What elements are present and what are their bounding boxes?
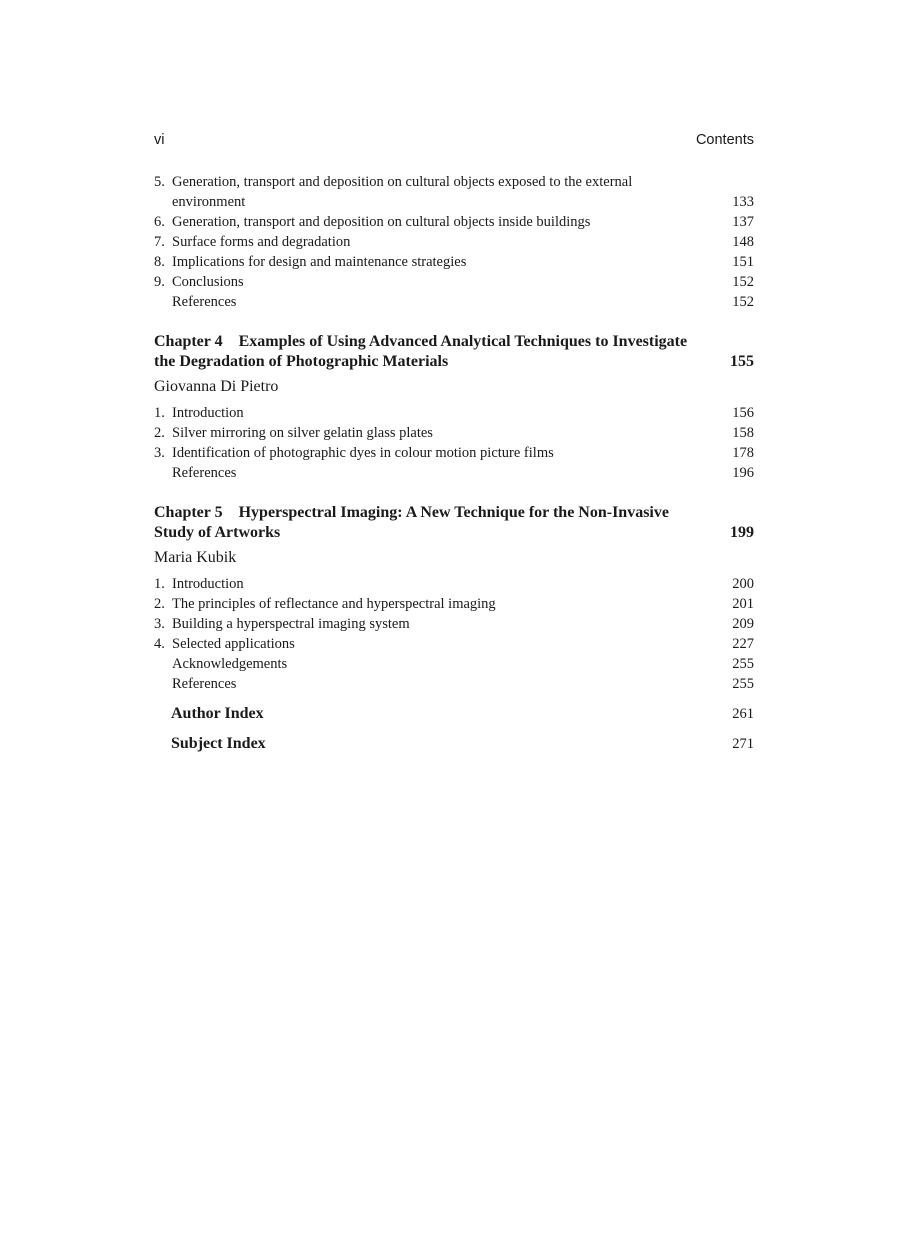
toc-entry [154, 443, 754, 463]
chapter-page: 155 [730, 353, 754, 370]
entry-number: 8. [154, 254, 165, 270]
chapter-title: Hyperspectral Imaging: A New Technique for the Non-Invasive Study of Artworks [154, 504, 669, 541]
entry-number: 9. [154, 274, 165, 290]
entry-title: References [172, 294, 237, 310]
toc-entry [154, 292, 754, 312]
entry-page: 255 [732, 676, 754, 692]
running-head [154, 132, 754, 152]
entry-page: 152 [732, 274, 754, 290]
toc-entry [154, 614, 754, 634]
continued-section [154, 172, 754, 312]
entry-title: Generation, transport and deposition on cultural objects inside buildings [172, 214, 591, 230]
entry-page: 148 [732, 234, 754, 250]
toc-entry [154, 423, 754, 443]
entry-title: Identification of photographic dyes in colour motion picture films [172, 445, 554, 461]
index-title: Subject Index [171, 735, 266, 752]
toc-entry [154, 674, 754, 694]
toc-entry [154, 252, 754, 272]
chapter-label: Chapter 5 [154, 504, 223, 521]
chapter-heading [154, 332, 754, 372]
chapter-title: Examples of Using Advanced Analytical Techniques to Investigate the Degradation of Photographic Materials [154, 333, 688, 370]
entry-number: 3. [154, 445, 165, 461]
entry-number: 5. [154, 174, 165, 190]
entry-title: Silver mirroring on silver gelatin glass plates [172, 425, 433, 441]
entry-title: Acknowledgements [172, 656, 288, 672]
toc-entry [154, 634, 754, 654]
running-title: Contents [695, 132, 754, 148]
entry-title: Conclusions [172, 274, 244, 290]
entry-page: 137 [732, 214, 754, 230]
entry-title: References [172, 676, 237, 692]
entry-title: Implications for design and maintenance strategies [172, 254, 467, 270]
entry-number: 6. [154, 214, 165, 230]
entry-page: 201 [732, 596, 754, 612]
entry-page: 227 [732, 636, 754, 652]
toc-entry [154, 212, 754, 232]
entry-page: 156 [732, 405, 754, 421]
entry-page: 209 [732, 616, 754, 632]
entry-title: References [172, 465, 237, 481]
entry-title: Selected applications [172, 636, 295, 652]
toc-entry [154, 463, 754, 483]
table-of-contents [154, 172, 754, 754]
entry-title: Introduction [172, 405, 244, 421]
entry-title: Generation, transport and deposition on cultural objects exposed to the external environment [172, 174, 633, 210]
chapter-heading-text [154, 503, 754, 543]
chapter-page: 199 [730, 524, 754, 541]
entry-page: 178 [732, 445, 754, 461]
entry-page: 255 [732, 656, 754, 672]
entry-page: 200 [732, 576, 754, 592]
chapter-label: Chapter 4 [154, 333, 223, 350]
entry-number: 1. [154, 405, 165, 421]
contents-page [154, 132, 754, 754]
author-index-entry [154, 704, 754, 724]
chapter-author: Maria Kubik [154, 549, 237, 566]
subject-index-entry [154, 734, 754, 754]
entry-title: Introduction [172, 576, 244, 592]
toc-entry [154, 594, 754, 614]
entry-page: 158 [732, 425, 754, 441]
entry-page: 196 [732, 465, 754, 481]
entry-page: 152 [732, 294, 754, 310]
toc-entry [154, 403, 754, 423]
entry-page: 151 [732, 254, 754, 270]
entry-number: 4. [154, 636, 165, 652]
toc-entry [154, 574, 754, 594]
chapter-author: Giovanna Di Pietro [154, 378, 279, 395]
toc-entry [154, 232, 754, 252]
entry-number: 7. [154, 234, 165, 250]
entry-number: 1. [154, 576, 165, 592]
toc-entry [154, 172, 754, 212]
index-page: 271 [732, 736, 754, 752]
chapter-heading [154, 503, 754, 543]
entry-title: Building a hyperspectral imaging system [172, 616, 410, 632]
entry-number: 2. [154, 425, 165, 441]
toc-entry [154, 272, 754, 292]
chapter-4-section [154, 332, 754, 483]
entry-number: 3. [154, 616, 165, 632]
page-folio: vi [154, 132, 165, 148]
entry-title: Surface forms and degradation [172, 234, 351, 250]
index-page: 261 [732, 706, 754, 722]
chapter-5-section [154, 503, 754, 694]
entry-number: 2. [154, 596, 165, 612]
entry-title: The principles of reflectance and hyperspectral imaging [172, 596, 496, 612]
toc-entry [154, 654, 754, 674]
entry-page: 133 [732, 194, 754, 210]
index-title: Author Index [171, 705, 264, 722]
chapter-heading-text [154, 332, 754, 372]
